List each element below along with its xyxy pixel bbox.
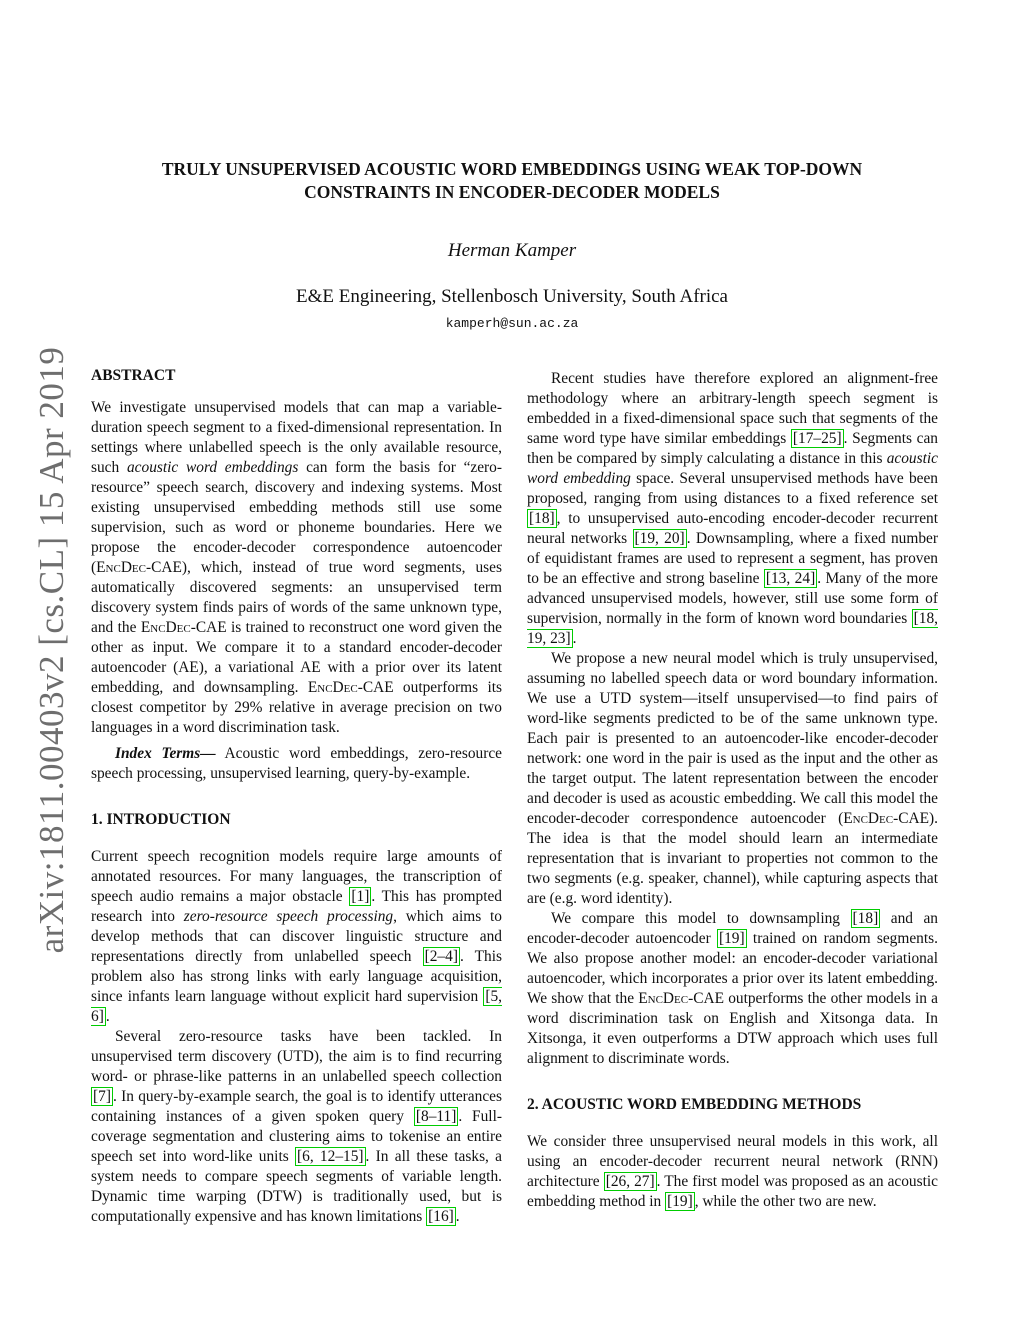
citation-link[interactable]: [19]	[718, 930, 745, 947]
citation-link[interactable]: [5, 6]	[91, 988, 502, 1025]
left-column	[91, 366, 502, 1227]
abstract-text: We investigate unsupervised models that can map a variable-duration speech segment to a fixed-dimensional representation. In settings where unlabelled speech is the only available resource, such acoustic word embeddings can form the basis for “zero-resource” speech search, discovery and indexing systems. Most existing unsupervised embedding methods still use some supervision, such as word or phoneme boundaries. Here we propose the encoder-decoder correspondence autoencoder (EncDec-CAE), which, instead of true word segments, uses automatically discovered segments: an unsupervised term discovery system finds pairs of words of the same unknown type, and the EncDec-CAE is trained to reconstruct one word given the other as input. We compare it to a standard encoder-decoder autoencoder (AE), a variational AE with a prior over its latent embedding, and downsampling. EncDec-CAE outperforms its closest competitor by 29% relative in average precision on two languages in a word discrimination task.	[91, 399, 503, 736]
citation-link[interactable]: [18]	[852, 910, 879, 927]
citation-link[interactable]: [18, 19, 23]	[527, 610, 938, 647]
right-paragraph-1: Recent studies have therefore explored an alignment-free methodology where an arbitrary-length speech segment is embedded in a fixed-dimensional space such that segments of the same word type have similar embeddings [17–25] . Segments can then be compared by simply calculating a distance in this acoustic word embedding space. Several unsupervised methods have been proposed, ranging from using distances to a fixed reference set [18] , to unsupervised auto-encoding encoder-decoder recurrent neural networks [19, 20] . Downsampling, where a fixed number of equidistant frames are used to represent a segment, has proven to be an effective and strong baseline [13, 24] . Many of the more advanced unsupervised models, however, still use some form of supervision, normally in the form of known word boundaries [18, 19, 23] .	[527, 370, 939, 647]
right-paragraph-2: We propose a new neural model which is truly unsupervised, assuming no labelled speech data or word boundary information. We use a UTD system—itself unsupervised—to find pairs of word-like segments predicted to be of the same unknown type. Each pair is presented to an autoencoder-like encoder-decoder network: one word in the pair is used as the input and the other as the target output. The latent representation between the encoder and decoder is used as acoustic embedding. We call this model the encoder-decoder correspondence autoencoder (EncDec-CAE). The idea is that the model should learn an intermediate representation that is invariant to properties not common to the two segments (e.g. speaker, channel), while capturing aspects that are (e.g. word identity).	[527, 650, 938, 907]
arxiv-identifier: arXiv:1811.00403v2 [cs.CL] 15 Apr 2019	[32, 346, 71, 954]
index-terms-label: Index Terms—	[115, 745, 216, 762]
author-email: kamperh@sun.ac.za	[445, 316, 579, 331]
citation-link[interactable]: [1]	[351, 888, 370, 905]
intro-paragraph-2: Several zero-resource tasks have been tackled. In unsupervised term discovery (UTD), the aim is to find recurring word- or phrase-like patterns in an unlabelled speech collection [7] . In query-by-example search, the goal is to identify utterances containing instances of a given spoken query [8–11] . Full-coverage segmentation and clustering aims to tokenise an entire speech set into word-like units [6, 12–15] . In all these tasks, a system needs to compare speech segments of variable length. Dynamic time warping (DTW) is traditionally used, but is computationally expensive and has known limitations [16] .	[91, 1028, 502, 1225]
paper-header	[0, 158, 1024, 331]
citation-link[interactable]: [17–25]	[792, 430, 842, 447]
citation-link[interactable]: [19]	[667, 1193, 693, 1210]
citation-link[interactable]: [13, 24]	[765, 570, 816, 587]
paper-title	[0, 158, 1024, 204]
citation-link[interactable]: [7]	[93, 1088, 111, 1105]
citation-link[interactable]: [18]	[529, 510, 555, 527]
affiliation: E&E Engineering, Stellenbosch University, South Africa	[296, 286, 728, 307]
introduction-heading: 1. INTRODUCTION	[91, 811, 231, 828]
citation-link[interactable]: [8–11]	[415, 1108, 457, 1125]
title-line-2: CONSTRAINTS IN ENCODER-DECODER MODELS	[304, 182, 720, 202]
citation-link[interactable]: [6, 12–15]	[297, 1148, 364, 1165]
citation-link[interactable]: [19, 20]	[634, 530, 685, 547]
intro-paragraph-1: Current speech recognition models require large amounts of annotated resources. For many languages, the transcription of speech audio remains a major obstacle [1] . This has prompted research into zero-resource speech processing, which aims to develop methods that can discover linguistic structure and representations directly from unlabelled speech [2–4] . This problem also has strong links with early language acquisition, since infants learn language without explicit hard supervision [5, 6] .	[91, 848, 503, 1025]
right-column	[527, 366, 938, 1212]
section-2-paragraph-1: We consider three unsupervised neural models in this work, all using an encoder-decoder recurrent neural network (RNN) architecture [26, 27] . The first model was proposed as an acoustic embedding method in [19] , while the other two are new.	[527, 1133, 938, 1210]
citation-link[interactable]: [2–4]	[424, 948, 458, 965]
right-paragraph-3: We compare this model to downsampling [18] and an encoder-decoder autoencoder [19] trained on random segments. We also propose another model: an encoder-decoder variational autoencoder, which incorporates a prior over its latent embedding. We show that the EncDec-CAE outperforms the other models in a word discrimination task on English and Xitsonga data. In Xitsonga, it even outperforms a DTW approach which uses full alignment to discriminate words.	[527, 910, 939, 1067]
index-terms: Index Terms— Acoustic word embeddings, zero-resource speech processing, unsupervised learning, query-by-example.	[91, 745, 502, 782]
abstract-heading: ABSTRACT	[91, 367, 176, 384]
title-line-1: TRULY UNSUPERVISED ACOUSTIC WORD EMBEDDINGS USING WEAK TOP-DOWN	[161, 159, 863, 179]
citation-link[interactable]: [16]	[428, 1208, 454, 1225]
abstract-emphasis: acoustic word embeddings	[126, 459, 299, 476]
citation-link[interactable]: [26, 27]	[605, 1173, 655, 1190]
section-2-heading: 2. ACOUSTIC WORD EMBEDDING METHODS	[527, 1096, 862, 1113]
author-name: Herman Kamper	[447, 240, 577, 261]
